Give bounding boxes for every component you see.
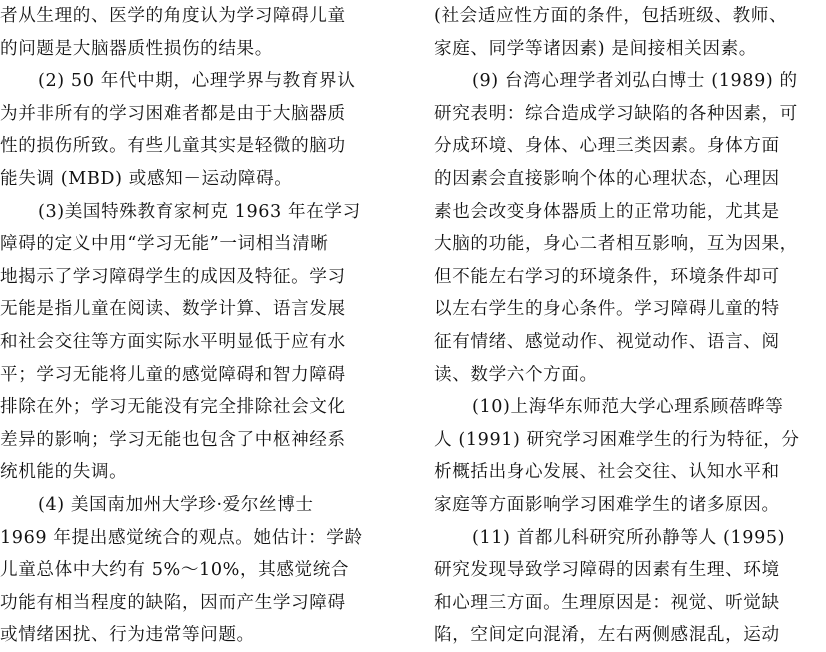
text-line: 差异的影响；学习无能也包含了中枢神经系 [0, 429, 346, 450]
text-line: 为并非所有的学习困难者都是由于大脑器质 [0, 103, 346, 124]
text-line: 分成环境、身体、心理三类因素。身体方面 [434, 136, 780, 157]
text-line: 地揭示了学习障碍学生的成因及特征。学习 [0, 266, 346, 287]
text-line: 平；学习无能将儿童的感觉障碍和智力障碍 [0, 364, 346, 385]
text-line: 但不能左右学习的环境条件，环境条件却可 [434, 266, 780, 287]
text-line: 人 (1991) 研究学习困难学生的行为特征，分 [434, 429, 800, 450]
left-text-column [0, 0, 392, 652]
text-line: 家庭、同学等诸因素) 是间接相关因素。 [434, 38, 757, 59]
text-line: 陷，空间定向混淆，左右两侧感混乱，运动 [434, 625, 780, 646]
text-line: 或情绪困扰、行为违常等问题。 [0, 625, 255, 646]
text-line: 障碍的定义中用“学习无能”一词相当清晰 [0, 234, 329, 255]
paragraph-start-line: (11) 首都儿科研究所孙静等人 (1995) [472, 527, 786, 548]
paragraph-start-line: (3)美国特殊教育家柯克 1963 年在学习 [38, 201, 361, 222]
paragraph-start-line: (10)上海华东师范大学心理系顾蓓晔等 [472, 397, 784, 418]
text-line: (社会适应性方面的条件，包括班级、教师、 [434, 6, 788, 26]
text-line: 征有情绪、感觉动作、视觉动作、语言、阅 [434, 331, 780, 352]
text-line: 无能是指儿童在阅读、数学计算、语言发展 [0, 299, 346, 320]
text-line: 和社会交往等方面实际水平明显低于应有水 [0, 331, 346, 352]
text-line: 功能有相当程度的缺陷，因而产生学习障碍 [0, 592, 346, 613]
text-line: 1969 年提出感觉统合的观点。她估计：学龄 [0, 527, 363, 548]
paragraph-start-line: (4) 美国南加州大学珍·爱尔丝博士 [38, 494, 314, 515]
text-line: 家庭等方面影响学习困难学生的诸多原因。 [434, 494, 780, 515]
text-line: 的因素会直接影响个体的心理状态，心理因 [434, 168, 780, 189]
text-line: 以左右学生的身心条件。学习障碍儿童的特 [434, 299, 780, 320]
text-line: 者从生理的、医学的角度认为学习障碍儿童 [0, 6, 346, 26]
text-line: 读、数学六个方面。 [434, 364, 598, 385]
text-line: 儿童总体中大约有 5%～10%，其感觉统合 [0, 560, 350, 581]
text-line: 和心理三方面。生理原因是：视觉、听觉缺 [434, 592, 780, 613]
paragraph-start-line: (9) 台湾心理学者刘弘白博士 (1989) 的 [472, 71, 798, 92]
text-line: 排除在外；学习无能没有完全排除社会文化 [0, 397, 346, 418]
text-line: 析概括出身心发展、社会交往、认知水平和 [434, 462, 780, 483]
text-line: 性的损伤所致。有些儿童其实是轻微的脑功 [0, 136, 346, 157]
text-line: 能失调 (MBD) 或感知－运动障碍。 [0, 168, 293, 189]
text-line: 研究表明：综合造成学习缺陷的各种因素，可 [434, 103, 798, 124]
text-line: 统机能的失调。 [0, 462, 128, 483]
text-line: 的问题是大脑器质性损伤的结果。 [0, 38, 273, 59]
text-line: 研究发现导致学习障碍的因素有生理、环境 [434, 560, 780, 581]
text-line: 大脑的功能，身心二者相互影响，互为因果， [434, 234, 798, 255]
right-text-column [434, 0, 826, 652]
paragraph-start-line: (2) 50 年代中期，心理学界与教育界认 [38, 71, 356, 92]
text-line: 素也会改变身体器质上的正常功能，尤其是 [434, 201, 780, 222]
